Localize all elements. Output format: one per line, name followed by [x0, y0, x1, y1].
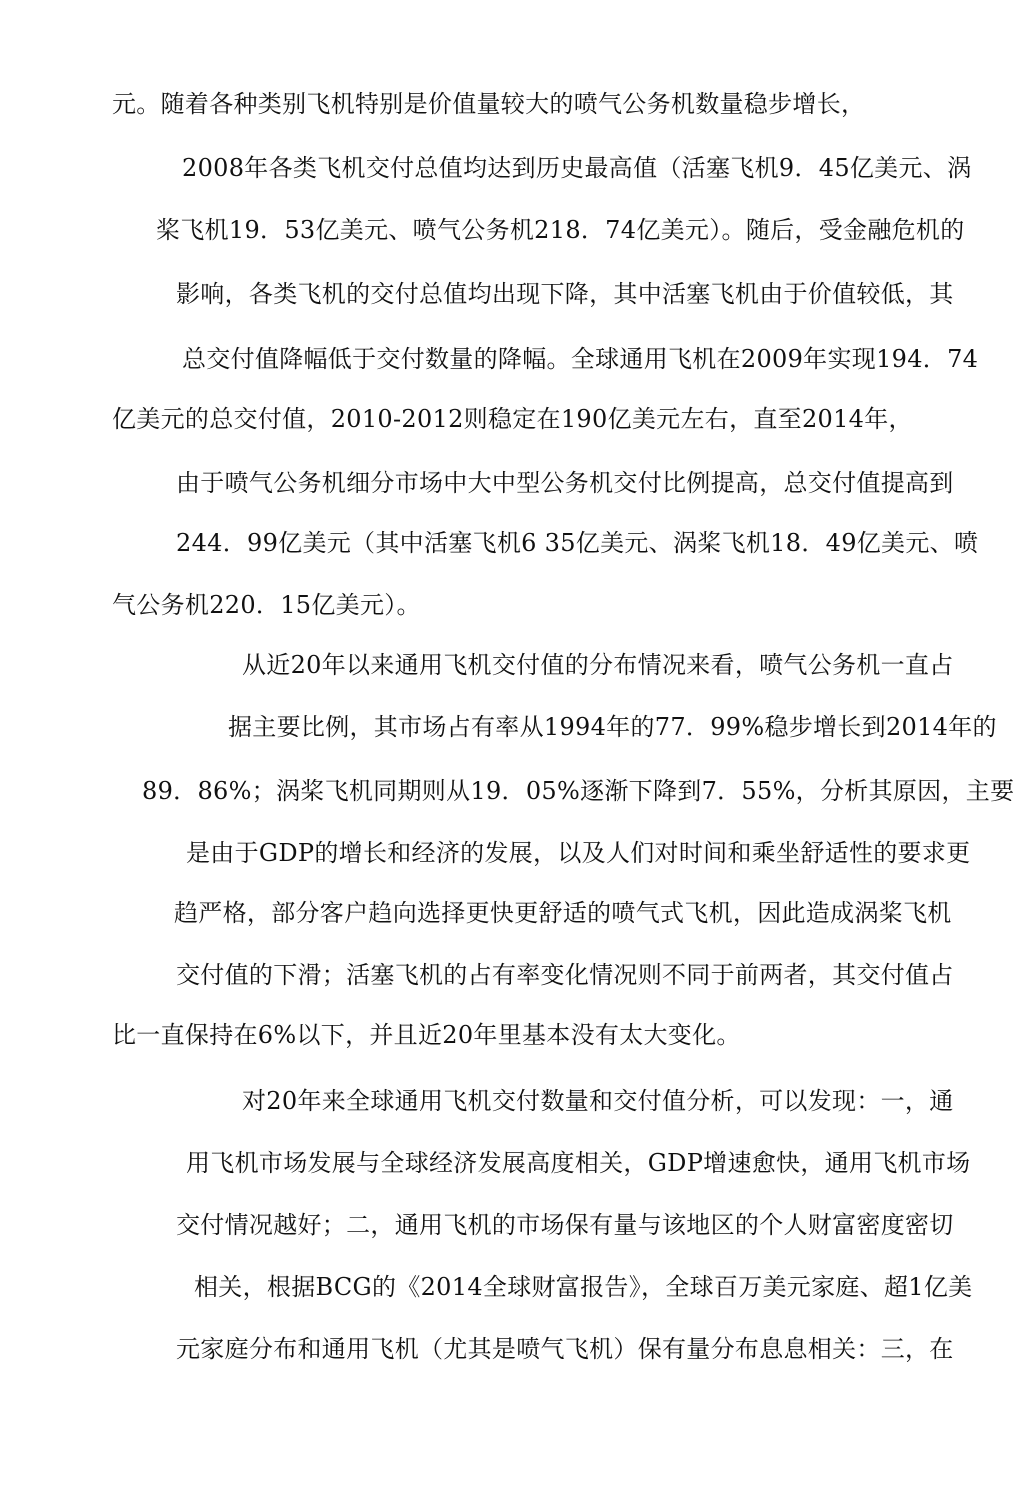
text-line-8: 244．99亿美元（其中活塞飞机6 35亿美元、涡桨飞机18．49亿美元、喷: [176, 529, 979, 557]
text-line-16: 比一直保持在6%以下，并且近20年里基本没有太大变化。: [112, 1021, 741, 1049]
text-line-17: 对20年来全球通用飞机交付数量和交付值分析，可以发现：一，通: [242, 1087, 954, 1115]
text-line-5: 总交付值降幅低于交付数量的降幅。全球通用飞机在2009年实现194．74: [182, 345, 979, 373]
text-line-21: 元家庭分布和通用飞机（尤其是喷气飞机）保有量分布息息相关：三，在: [176, 1335, 954, 1363]
text-line-11: 据主要比例，其市场占有率从1994年的77．99%稳步增长到2014年的: [228, 713, 997, 741]
text-line-14: 趋严格，部分客户趋向选择更快更舒适的喷气式飞机，因此造成涡桨飞机: [174, 899, 952, 927]
text-line-2: 2008年各类飞机交付总值均达到历史最高值（活塞飞机9．45亿美元、涡: [182, 154, 972, 182]
text-line-6: 亿美元的总交付值，2010-2012则稳定在190亿美元左右，直至2014年，: [112, 405, 913, 433]
text-line-4: 影响，各类飞机的交付总值均出现下降，其中活塞飞机由于价值较低，其: [176, 280, 954, 308]
text-line-18: 用飞机市场发展与全球经济发展高度相关，GDP增速愈快，通用飞机市场: [186, 1149, 971, 1177]
text-line-12: 89．86%；涡桨飞机同期则从19．05%逐渐下降到7．55%，分析其原因，主要: [142, 777, 1015, 805]
text-line-10: 从近20年以来通用飞机交付值的分布情况来看，喷气公务机一直占: [242, 651, 954, 679]
text-line-19: 交付情况越好；二，通用飞机的市场保有量与该地区的个人财富密度密切: [176, 1211, 954, 1239]
text-line-20: 相关，根据BCG的《2014全球财富报告》，全球百万美元家庭、超1亿美: [194, 1273, 973, 1301]
text-line-1: 元。随着各种类别飞机特别是价值量较大的喷气公务机数量稳步增长，: [112, 90, 866, 118]
text-line-3: 桨飞机19．53亿美元、喷气公务机218．74亿美元）。随后，受金融危机的: [156, 216, 965, 244]
text-line-15: 交付值的下滑；活塞飞机的占有率变化情况则不同于前两者，其交付值占: [176, 961, 954, 989]
text-line-13: 是由于GDP的增长和经济的发展，以及人们对时间和乘坐舒适性的要求更: [186, 839, 971, 867]
text-line-7: 由于喷气公务机细分市场中大中型公务机交付比例提高，总交付值提高到: [176, 469, 954, 497]
text-line-9: 气公务机220．15亿美元）。: [112, 591, 421, 619]
